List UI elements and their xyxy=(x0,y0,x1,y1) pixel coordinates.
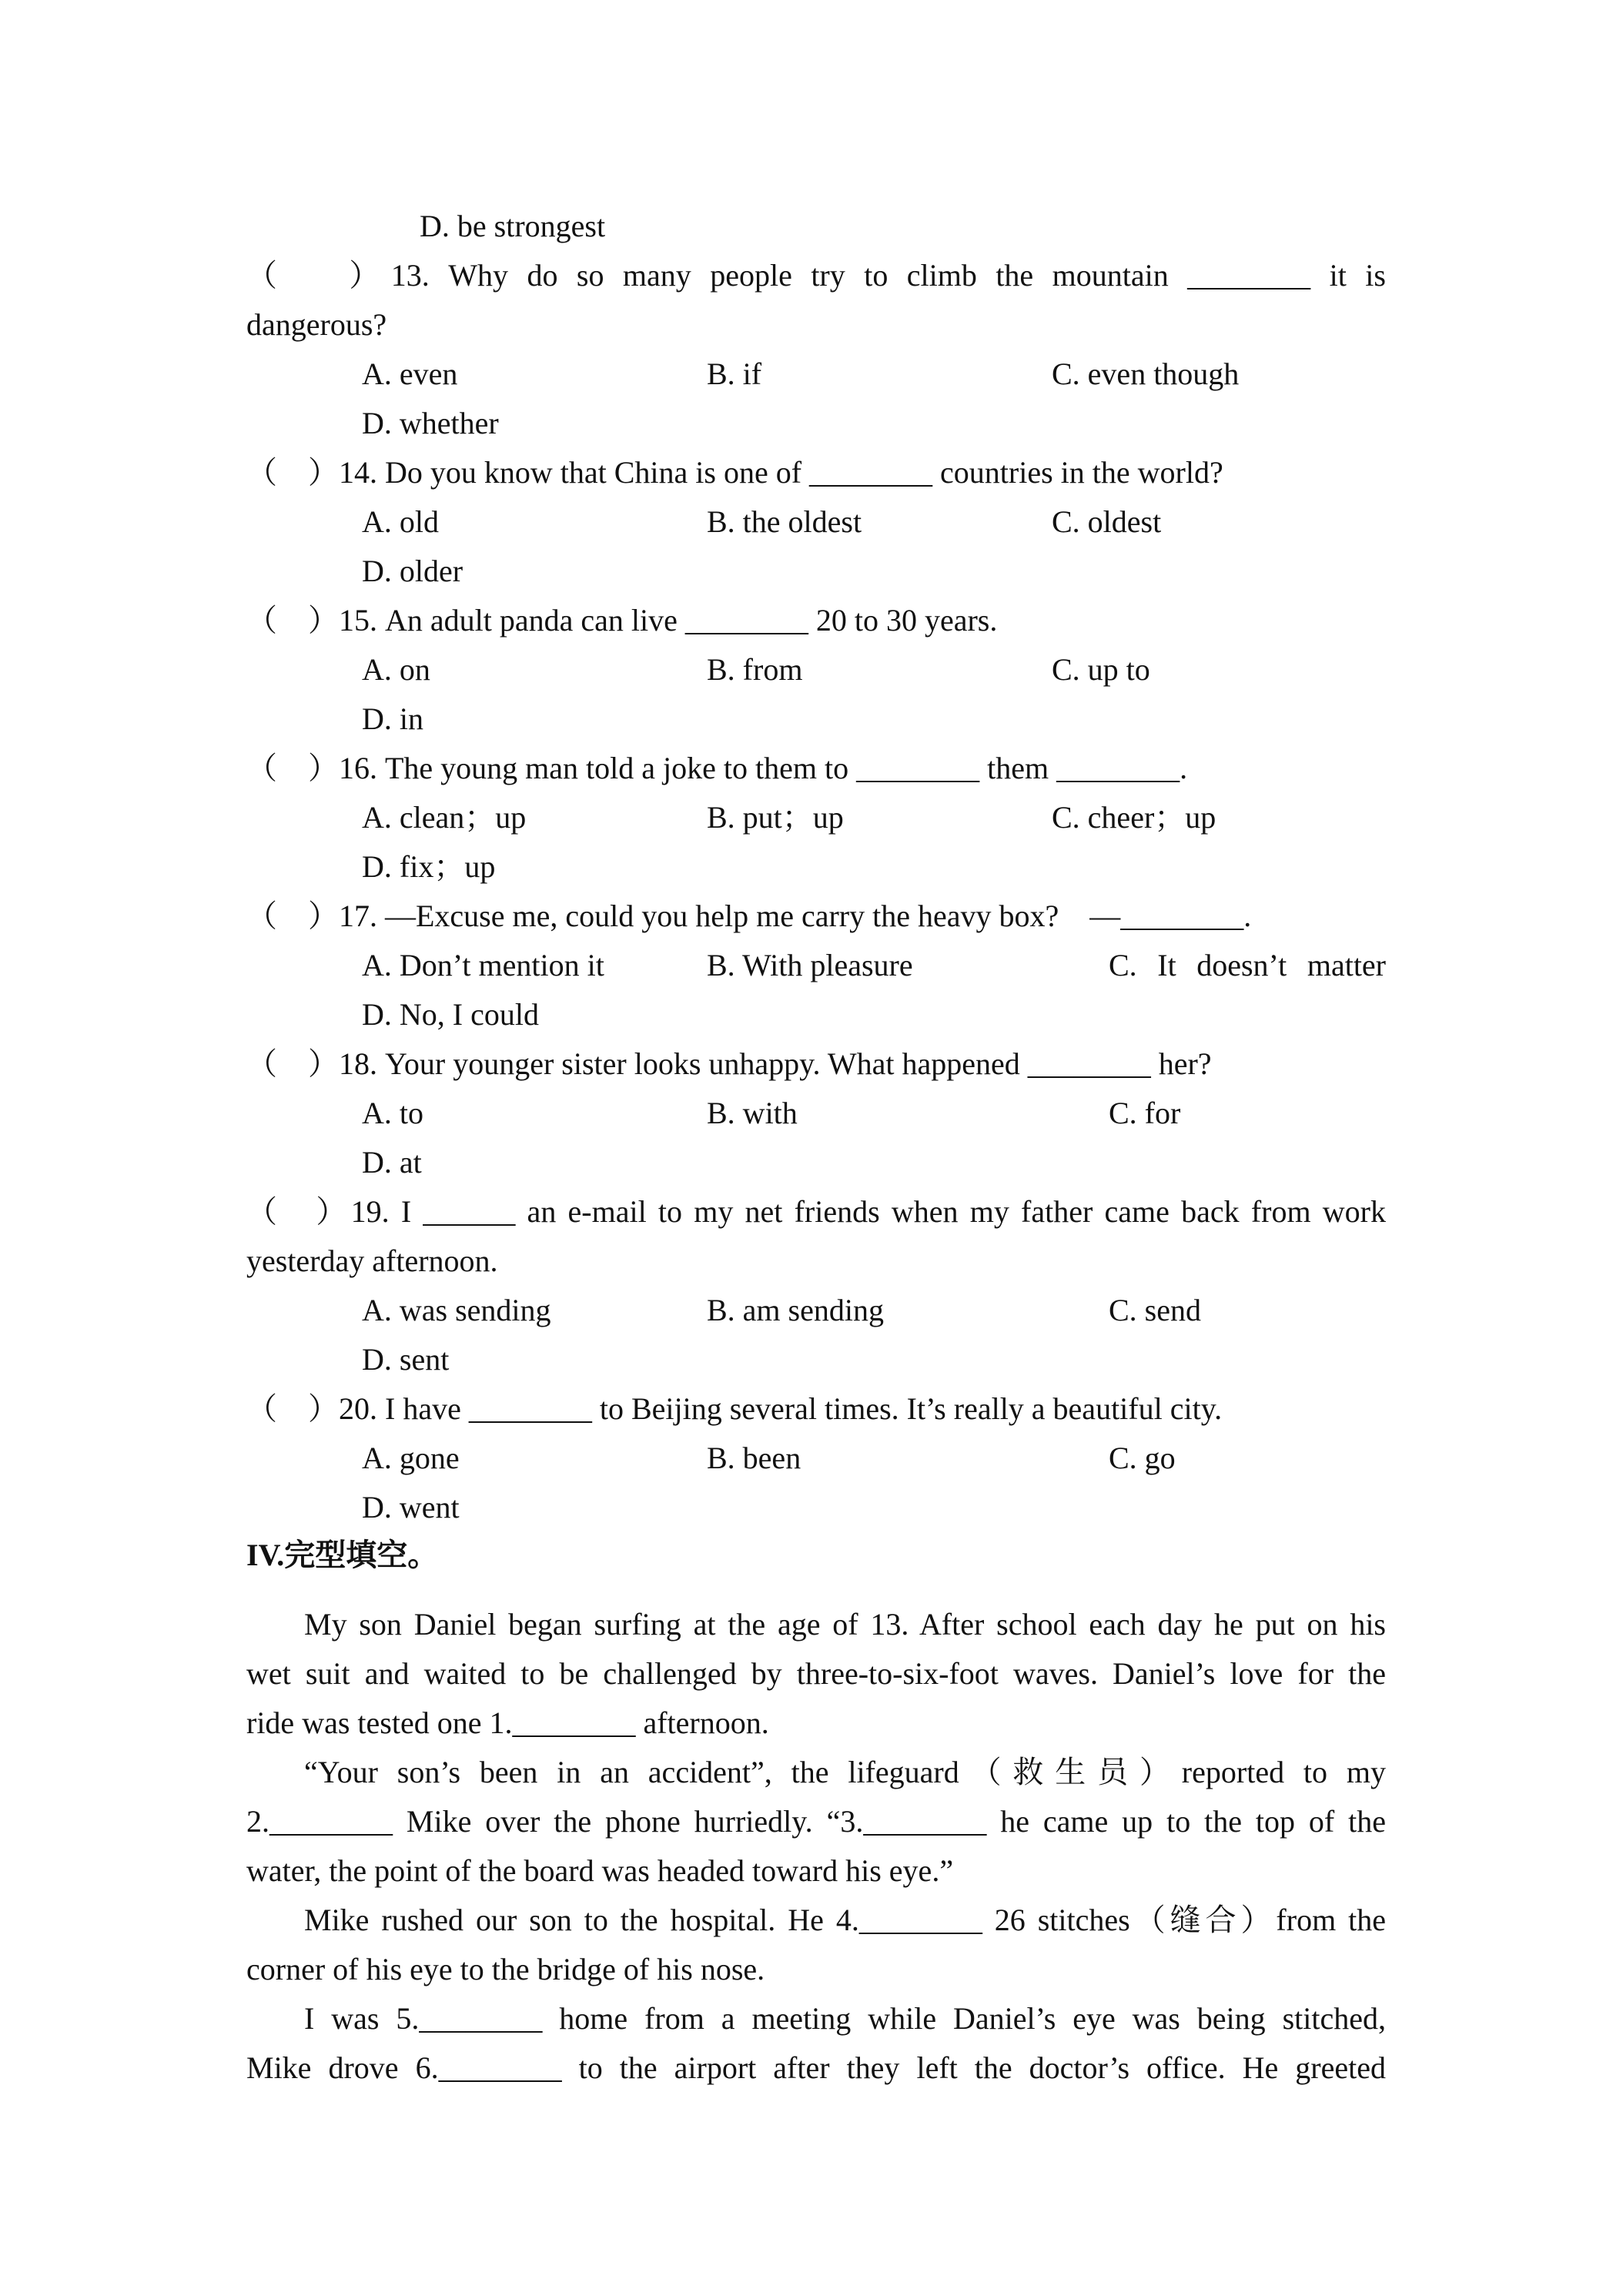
passage-p4-line1: I was 5.________ home from a meeting while Daniel’s eye was being stitched, xyxy=(304,2001,1386,2036)
q13-option-b: B. if xyxy=(707,356,762,391)
q14-option-d: D. older xyxy=(362,554,463,588)
q18-option-a: A. to xyxy=(362,1096,423,1130)
q14-option-c: C. oldest xyxy=(1052,504,1162,539)
q17-option-d: D. No, I could xyxy=(362,997,539,1032)
q17-stem: （ ）17. —Excuse me, could you help me carry the heavy box? —________. xyxy=(246,899,1252,933)
q20-option-c: C. go xyxy=(1109,1441,1176,1475)
passage-p1-line3: ride was tested one 1.________ afternoon. xyxy=(246,1705,769,1740)
q17-option-a: A. Don’t mention it xyxy=(362,948,604,982)
q15-option-c: C. up to xyxy=(1052,652,1150,687)
passage-p1-line1: My son Daniel began surfing at the age of 13. After school each day he put on his xyxy=(304,1607,1386,1642)
passage-p1-line2: wet suit and waited to be challenged by three-to-six-foot waves. Daniel’s love for the xyxy=(246,1656,1386,1691)
q19-option-a: A. was sending xyxy=(362,1293,551,1327)
q20-option-a: A. gone xyxy=(362,1441,460,1475)
q17-option-c: C. It doesn’t matter xyxy=(1109,948,1386,982)
passage-p2-line1: “Your son’s been in an accident”, the lifeguard（救生员）reported to my xyxy=(304,1755,1386,1789)
passage-p2-line2: 2.________ Mike over the phone hurriedly. “3.________ he came up to the top of the xyxy=(246,1804,1386,1839)
q18-option-d: D. at xyxy=(362,1145,422,1180)
section-heading-cloze: IV.完型填空。 xyxy=(246,1538,439,1572)
q13-option-d: D. whether xyxy=(362,406,499,440)
q20-option-b: B. been xyxy=(707,1441,801,1475)
q20-option-d: D. went xyxy=(362,1490,460,1525)
q19-option-b: B. am sending xyxy=(707,1293,884,1327)
q15-option-a: A. on xyxy=(362,652,430,687)
passage-p3-line2: corner of his eye to the bridge of his nose. xyxy=(246,1952,765,1986)
q13-option-c: C. even though xyxy=(1052,356,1240,391)
passage-p2-line3: water, the point of the board was headed toward his eye.” xyxy=(246,1853,954,1888)
q18-option-b: B. with xyxy=(707,1096,798,1130)
q13-stem-line2: dangerous? xyxy=(246,307,387,342)
q19-option-c: C. send xyxy=(1109,1293,1201,1327)
q15-stem: （ ）15. An adult panda can live ________ 20 to 30 years. xyxy=(246,603,998,638)
q19-stem-line2: yesterday afternoon. xyxy=(246,1243,498,1278)
q17-option-b: B. With pleasure xyxy=(707,948,913,982)
q14-stem: （ ）14. Do you know that China is one of ________ countries in the world? xyxy=(246,455,1223,490)
q16-stem: （ ）16. The young man told a joke to them to ________ them ________. xyxy=(246,751,1188,785)
passage-p4-line2: Mike drove 6.________ to the airport after they left the doctor’s office. He greeted xyxy=(246,2050,1386,2085)
q13-option-a: A. even xyxy=(362,356,458,391)
passage-p3-line1: Mike rushed our son to the hospital. He 4.________ 26 stitches（缝合）from the xyxy=(304,1903,1386,1937)
q15-option-b: B. from xyxy=(707,652,803,687)
q19-stem-line1: （ ）19. I ______ an e-mail to my net friends when my father came back from work xyxy=(246,1194,1386,1229)
q20-stem: （ ）20. I have ________ to Beijing several times. It’s really a beautiful city. xyxy=(246,1391,1223,1426)
q13-stem-line1: （ ）13. Why do so many people try to climb the mountain ________ it is xyxy=(246,258,1386,293)
q16-option-c: C. cheer；up xyxy=(1052,800,1216,835)
q14-option-a: A. old xyxy=(362,504,439,539)
q14-option-b: B. the oldest xyxy=(707,504,862,539)
q16-option-b: B. put；up xyxy=(707,800,844,835)
q18-option-c: C. for xyxy=(1109,1096,1181,1130)
q15-option-d: D. in xyxy=(362,701,423,736)
q12-option-d: D. be strongest xyxy=(420,209,606,243)
q16-option-d: D. fix；up xyxy=(362,849,496,884)
q18-stem: （ ）18. Your younger sister looks unhappy. What happened ________ her? xyxy=(246,1046,1212,1081)
q19-option-d: D. sent xyxy=(362,1342,450,1377)
q16-option-a: A. clean；up xyxy=(362,800,527,835)
